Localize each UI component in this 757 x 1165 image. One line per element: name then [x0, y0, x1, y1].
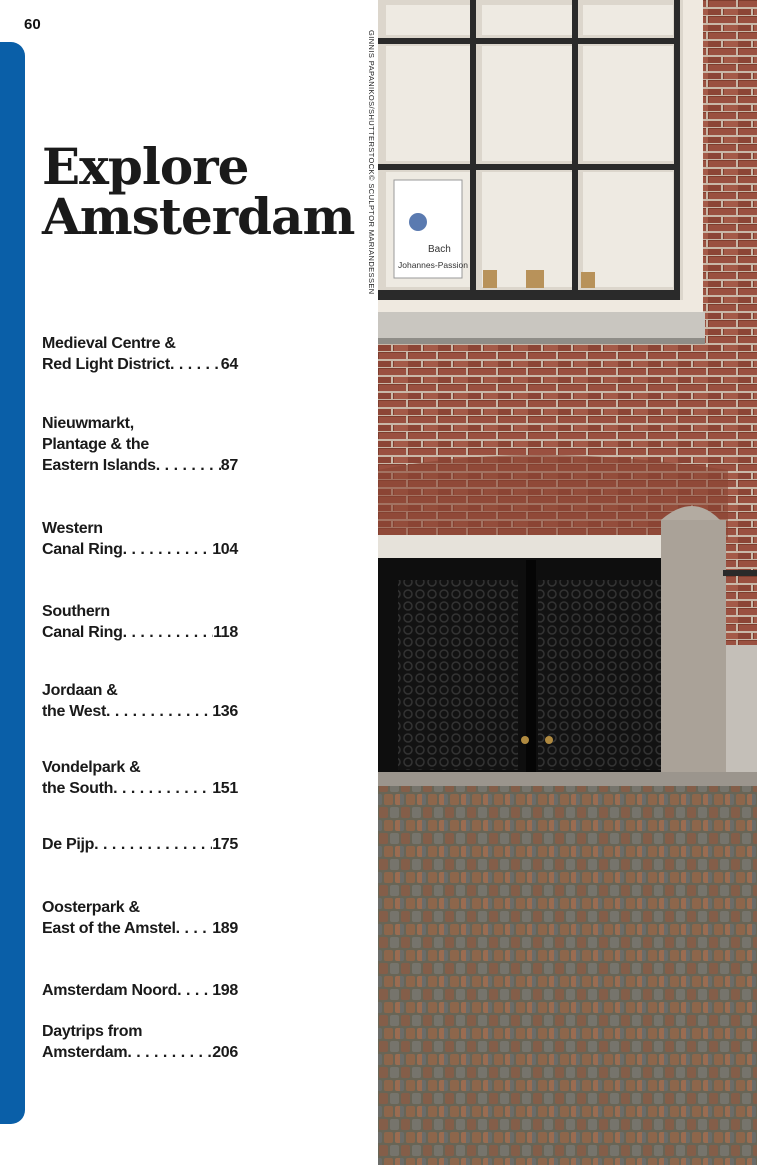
toc-leader-dots: [106, 701, 212, 722]
toc-entry-label: Amsterdam: [42, 1044, 128, 1061]
toc-page-number: 206: [212, 1044, 238, 1061]
toc-entry-label: Red Light District: [42, 356, 170, 373]
toc-entry-label: East of the Amstel: [42, 920, 176, 937]
toc-leader-dots: [170, 354, 221, 375]
poster-text-line2: Johannes-Passion: [398, 260, 468, 270]
toc-entry-label: De Pijp: [42, 836, 95, 853]
toc-entry-last-line: [42, 539, 238, 560]
toc-page-number: 189: [212, 920, 238, 937]
toc-leader-dots: [127, 1042, 212, 1063]
photo-credit: GINNIS PAPANIKOS/SHUTTERSTOCK© SCULPTOR MARIANDESSEN: [367, 30, 376, 295]
toc-entry[interactable]: [42, 333, 238, 375]
toc-entry[interactable]: [42, 413, 238, 476]
toc-leader-dots: [177, 980, 212, 1001]
toc-page-number: 151: [212, 780, 238, 797]
toc-entry[interactable]: [42, 1021, 238, 1063]
toc-entry-last-line: [42, 622, 238, 643]
toc-entry[interactable]: [42, 897, 238, 939]
toc-entry[interactable]: [42, 980, 238, 1001]
toc-entry-label: Canal Ring: [42, 624, 123, 641]
toc-page-number: 118: [213, 624, 238, 641]
toc-entry[interactable]: [42, 601, 238, 643]
toc-entry-label: the West: [42, 703, 106, 720]
toc-page-number: 64: [220, 356, 238, 373]
cover-photo: [378, 0, 757, 1165]
toc-entry-label-line: Daytrips from: [42, 1023, 143, 1040]
title-line-2: Amsterdam: [42, 187, 355, 246]
toc-entry[interactable]: [42, 680, 238, 722]
toc-entry-label: Canal Ring: [42, 541, 123, 558]
toc-entry-label-line: Jordaan &: [42, 682, 118, 699]
toc-page-number: 198: [212, 982, 238, 999]
toc-entry-last-line: [42, 701, 238, 722]
poster-text-line1: Bach: [428, 244, 451, 255]
toc-leader-dots: [176, 918, 213, 939]
toc-page-number: 136: [212, 703, 238, 720]
toc-page-number: 175: [212, 836, 238, 853]
toc-entry-last-line: [42, 834, 238, 855]
toc-entry-label-line: Medieval Centre &: [42, 335, 176, 352]
toc-entry-label-line: Oosterpark &: [42, 899, 140, 916]
toc-entry-last-line: [42, 918, 238, 939]
toc-entry-label-line: Vondelpark &: [42, 759, 141, 776]
toc-entry-last-line: [42, 1042, 238, 1063]
toc-entry-label-line: Nieuwmarkt,: [42, 415, 134, 432]
toc-entry[interactable]: [42, 834, 238, 855]
page-title: [42, 137, 355, 246]
title-line-1: Explore: [42, 137, 249, 196]
page-number: 60: [24, 16, 41, 33]
toc-entry-label-line: Southern: [42, 603, 110, 620]
toc-leader-dots: [113, 778, 212, 799]
toc-entry-last-line: [42, 980, 238, 1001]
toc-entry-last-line: [42, 778, 238, 799]
toc-entry-label-line: Plantage & the: [42, 436, 149, 453]
toc-leader-dots: [123, 622, 214, 643]
toc-entry-label: the South: [42, 780, 114, 797]
toc-leader-dots: [123, 539, 213, 560]
toc-leader-dots: [94, 834, 212, 855]
toc-entry-label: Eastern Islands: [42, 457, 156, 474]
toc-entry-label-line: Western: [42, 520, 103, 537]
toc-entry-last-line: [42, 455, 238, 476]
toc-entry-last-line: [42, 354, 238, 375]
photo-building-facade: [378, 0, 757, 1165]
toc-leader-dots: [156, 455, 221, 476]
toc-page-number: 87: [220, 457, 238, 474]
chapter-side-tab: [0, 42, 25, 1124]
toc-entry[interactable]: [42, 757, 238, 799]
toc-page-number: 104: [212, 541, 238, 558]
toc-entry[interactable]: [42, 518, 238, 560]
toc-entry-label: Amsterdam Noord: [42, 982, 178, 999]
